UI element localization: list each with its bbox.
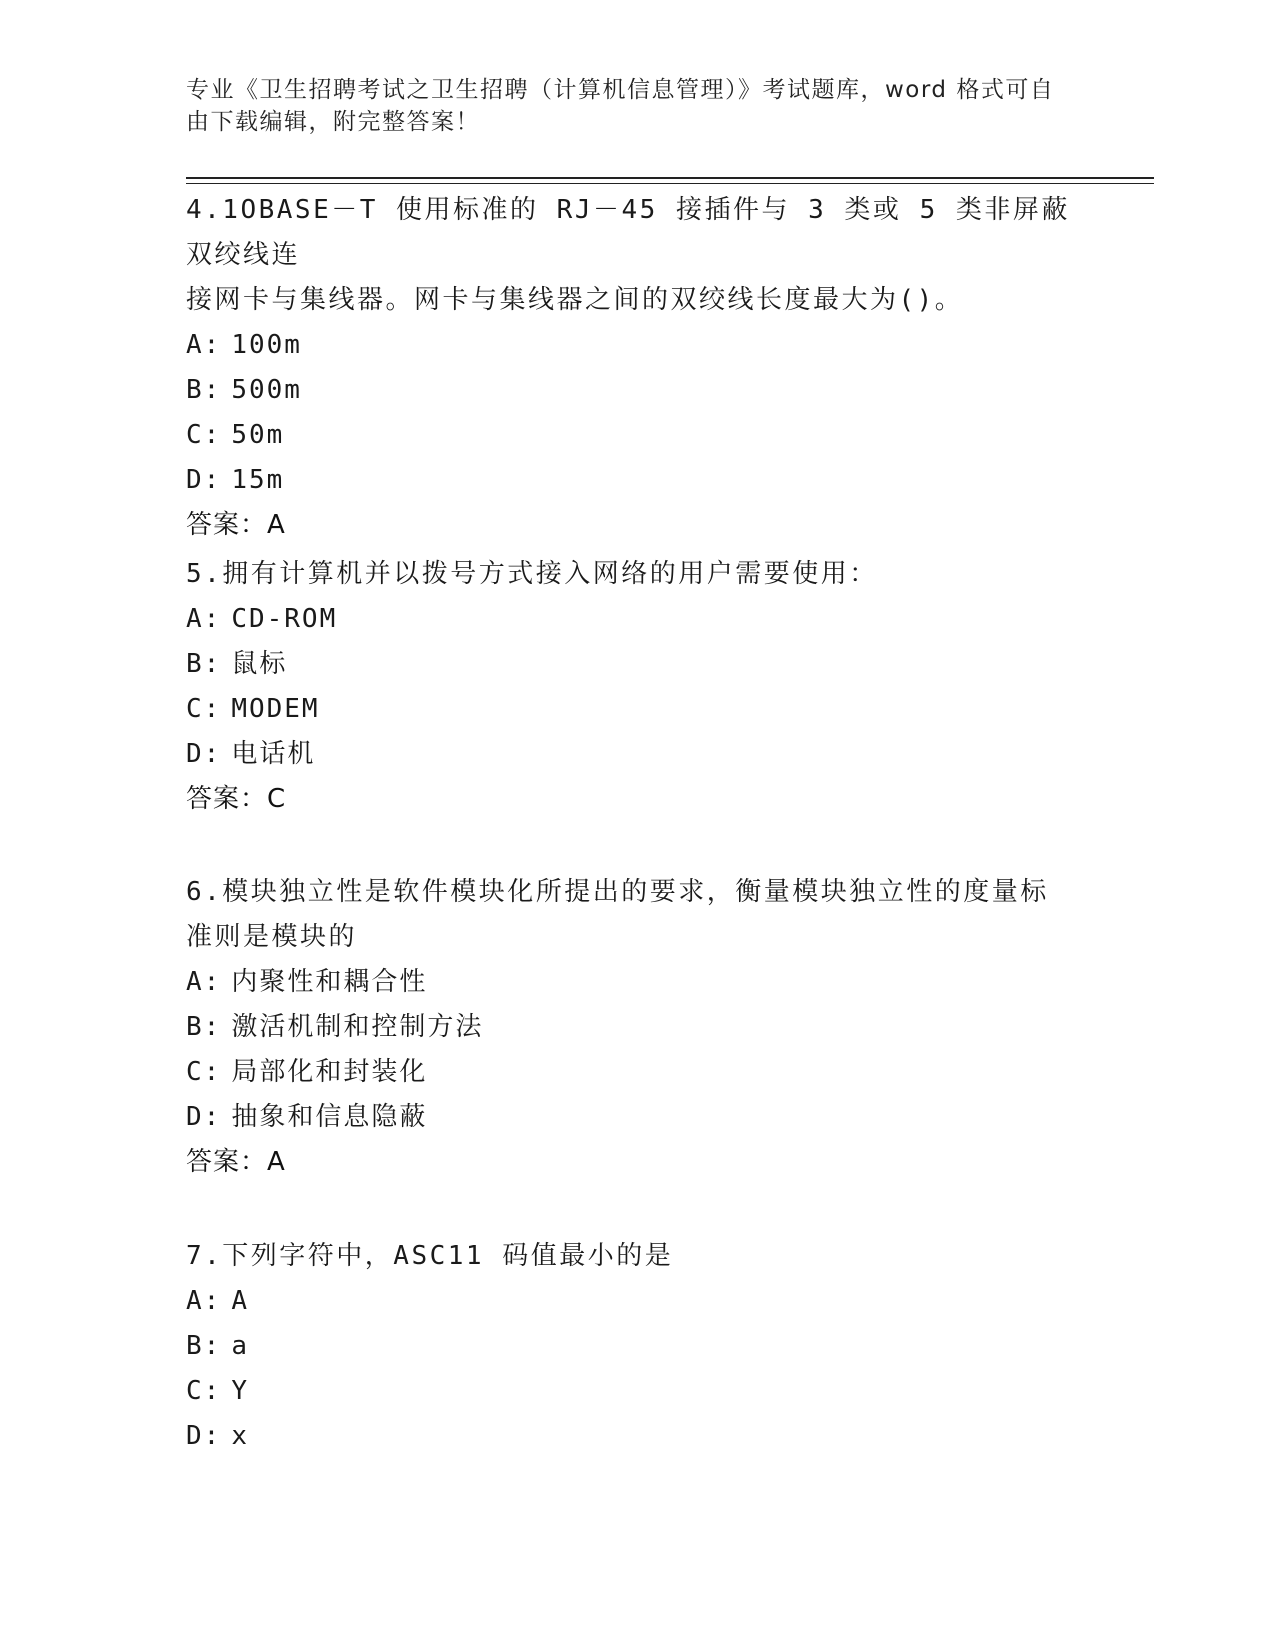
option-letter: C — [186, 1376, 204, 1406]
option-c: C: MODEM — [186, 687, 1086, 732]
answer-label: 答案： — [186, 1147, 268, 1177]
option-letter: D — [186, 739, 204, 769]
option-text: x — [231, 1421, 249, 1451]
option-a: A: CD-ROM — [186, 597, 1086, 642]
option-b: B: 500m — [186, 368, 1086, 413]
option-c: C: Y — [186, 1369, 1086, 1414]
option-letter: A — [186, 967, 204, 997]
option-letter: D — [186, 1102, 204, 1132]
option-text: 内聚性和耦合性 — [231, 967, 428, 997]
option-text: 鼠标 — [231, 649, 288, 679]
question-stem-line-1: 4.1OBASE－T 使用标准的 RJ－45 接插件与 3 类或 5 类非屏蔽双绞线连 — [186, 195, 1070, 270]
option-text: 电话机 — [231, 739, 316, 769]
question-5 — [186, 552, 1086, 822]
answer-line — [186, 503, 1086, 548]
option-letter: C — [186, 694, 204, 724]
question-stem-line-2: 准则是模块的 — [186, 922, 358, 952]
question-stem-line-1: 7.下列字符中，ASC11 码值最小的是 — [186, 1241, 674, 1271]
option-a: A: 内聚性和耦合性 — [186, 960, 1086, 1005]
option-text: 局部化和封装化 — [231, 1057, 428, 1087]
header-line-2: 由下载编辑，附完整答案！ — [186, 109, 480, 135]
option-letter: D — [186, 465, 204, 495]
option-text: A — [231, 1286, 249, 1316]
option-text: 500m — [231, 375, 302, 405]
option-letter: C — [186, 420, 204, 450]
option-letter: B — [186, 1012, 204, 1042]
answer-value: C — [267, 784, 287, 814]
question-stem — [186, 870, 1086, 960]
option-letter: D — [186, 1421, 204, 1451]
option-letter: B — [186, 1331, 204, 1361]
option-text: MODEM — [231, 694, 320, 724]
option-a: A: 100m — [186, 323, 1086, 368]
option-d: D: 电话机 — [186, 732, 1086, 777]
option-letter: A — [186, 1286, 204, 1316]
option-text: 50m — [231, 420, 285, 450]
option-b: B: 激活机制和控制方法 — [186, 1005, 1086, 1050]
header-divider-thin — [186, 183, 1154, 184]
option-c: C: 50m — [186, 413, 1086, 458]
question-stem-line-1: 5.拥有计算机并以拨号方式接入网络的用户需要使用： — [186, 559, 878, 589]
option-letter: C — [186, 1057, 204, 1087]
header-line-1: 专业《卫生招聘考试之卫生招聘（计算机信息管理）》考试题库，word 格式可自 — [186, 77, 1055, 103]
option-letter: A — [186, 604, 204, 634]
option-d: D: 抽象和信息隐蔽 — [186, 1095, 1086, 1140]
answer-line — [186, 777, 1086, 822]
option-c: C: 局部化和封装化 — [186, 1050, 1086, 1095]
question-stem — [186, 1234, 1086, 1279]
option-text: 15m — [231, 465, 285, 495]
option-text: 100m — [231, 330, 302, 360]
option-d: D: 15m — [186, 458, 1086, 503]
option-text: a — [231, 1331, 249, 1361]
answer-value: A — [267, 1147, 286, 1177]
question-7 — [186, 1234, 1086, 1459]
question-stem-line-1: 6.模块独立性是软件模块化所提出的要求，衡量模块独立性的度量标 — [186, 877, 1049, 907]
question-stem-line-2: 接网卡与集线器。网卡与集线器之间的双绞线长度最大为()。 — [186, 285, 964, 315]
question-6 — [186, 870, 1086, 1185]
option-letter: A — [186, 330, 204, 360]
option-a: A: A — [186, 1279, 1086, 1324]
question-stem — [186, 188, 1086, 323]
header-divider-thick — [186, 177, 1154, 179]
option-d: D: x — [186, 1414, 1086, 1459]
document-header — [186, 74, 1066, 138]
question-stem — [186, 552, 1086, 597]
question-4 — [186, 188, 1086, 548]
option-b: B: 鼠标 — [186, 642, 1086, 687]
option-letter: B — [186, 375, 204, 405]
answer-value: A — [267, 510, 286, 540]
option-letter: B — [186, 649, 204, 679]
answer-label: 答案： — [186, 510, 268, 540]
option-text: 抽象和信息隐蔽 — [231, 1102, 428, 1132]
answer-label: 答案： — [186, 784, 268, 814]
option-b: B: a — [186, 1324, 1086, 1369]
option-text: CD-ROM — [231, 604, 338, 634]
option-text: Y — [231, 1376, 249, 1406]
option-text: 激活机制和控制方法 — [231, 1012, 484, 1042]
answer-line — [186, 1140, 1086, 1185]
